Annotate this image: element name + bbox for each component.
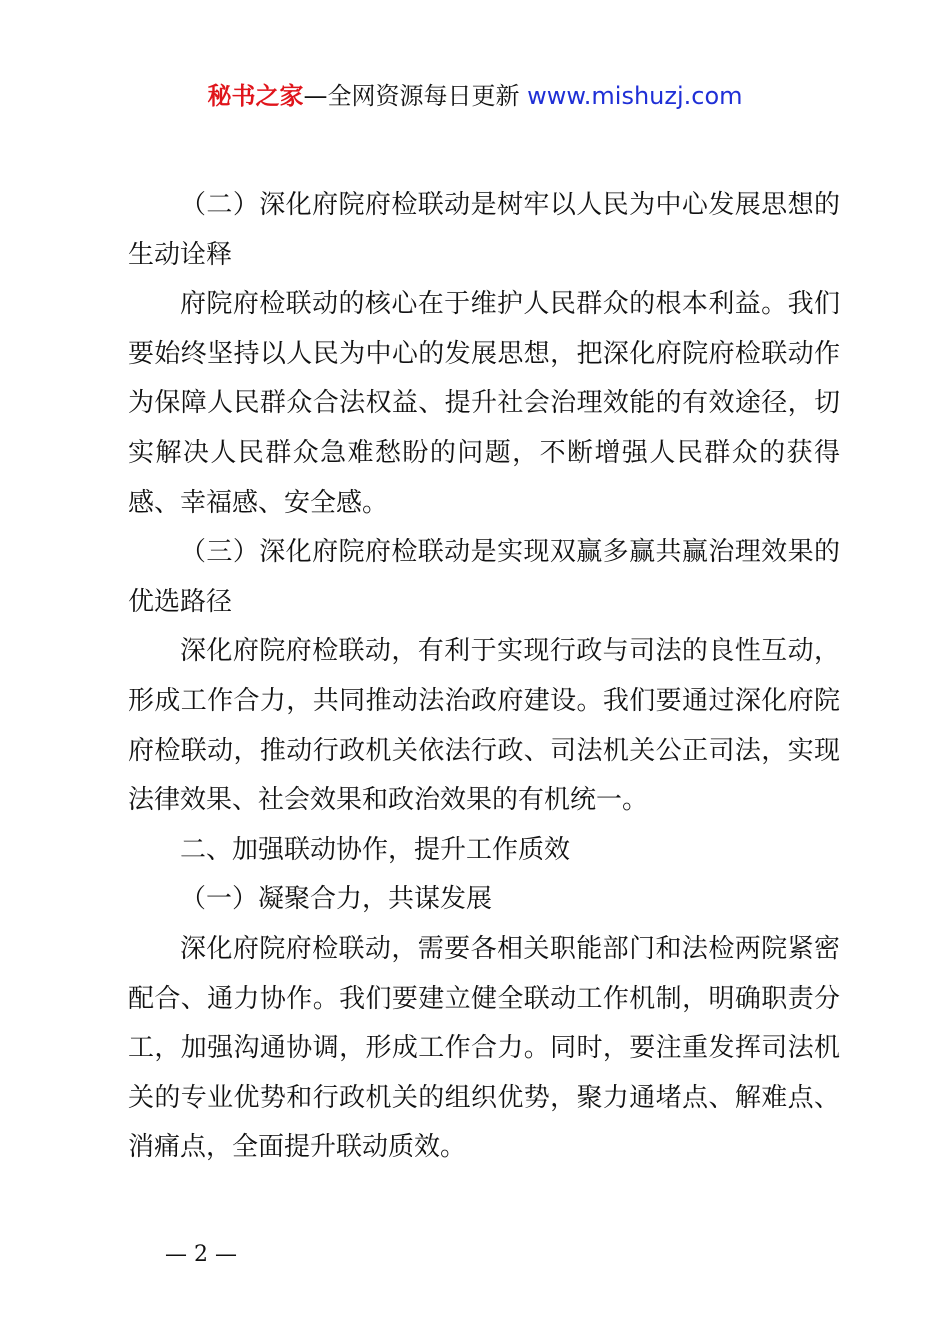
section-heading-3: （三）深化府院府检联动是实现双赢多赢共赢治理效果的优选路径 xyxy=(128,537,840,617)
body-paragraph: 深化府院府检联动，有利于实现行政与司法的良性互动，形成工作合力，共同推动法治政府建设。我们要通过深化府院府检联动，推动行政机关依法行政、司法机关公正司法，实现法律效果、社会效果和政治效果的有机统一。 xyxy=(128,636,840,816)
site-header xyxy=(0,78,950,114)
page-number: — 2 — xyxy=(165,1242,237,1267)
section-heading-1: （一）凝聚合力，共谋发展 xyxy=(180,884,493,915)
section-heading-2: （二）深化府院府检联动是树牢以人民为中心发展思想的生动诠释 xyxy=(128,190,840,270)
site-tagline: —全网资源每日更新 xyxy=(303,82,528,110)
chapter-heading: 二、加强联动协作，提升工作质效 xyxy=(180,834,571,865)
body-paragraph: 府院府检联动的核心在于维护人民群众的根本利益。我们要始终坚持以人民为中心的发展思想，把深化府院府检联动作为保障人民群众合法权益、提升社会治理效能的有效途径，切实解决人民群众急难愁盼的问题，不断增强人民群众的获得感、幸福感、安全感。 xyxy=(128,289,840,518)
site-brand: 秘书之家 xyxy=(207,82,304,110)
site-url-link[interactable]: www.mishuzj.com xyxy=(527,82,743,110)
body-paragraph: 深化府院府检联动，需要各相关职能部门和法检两院紧密配合、通力协作。我们要建立健全联动工作机制，明确职责分工，加强沟通协调，形成工作合力。同时，要注重发挥司法机关的专业优势和行政机关的组织优势，聚力通堵点、解难点、消痛点，全面提升联动质效。 xyxy=(128,933,840,1163)
document-body xyxy=(128,181,840,1173)
